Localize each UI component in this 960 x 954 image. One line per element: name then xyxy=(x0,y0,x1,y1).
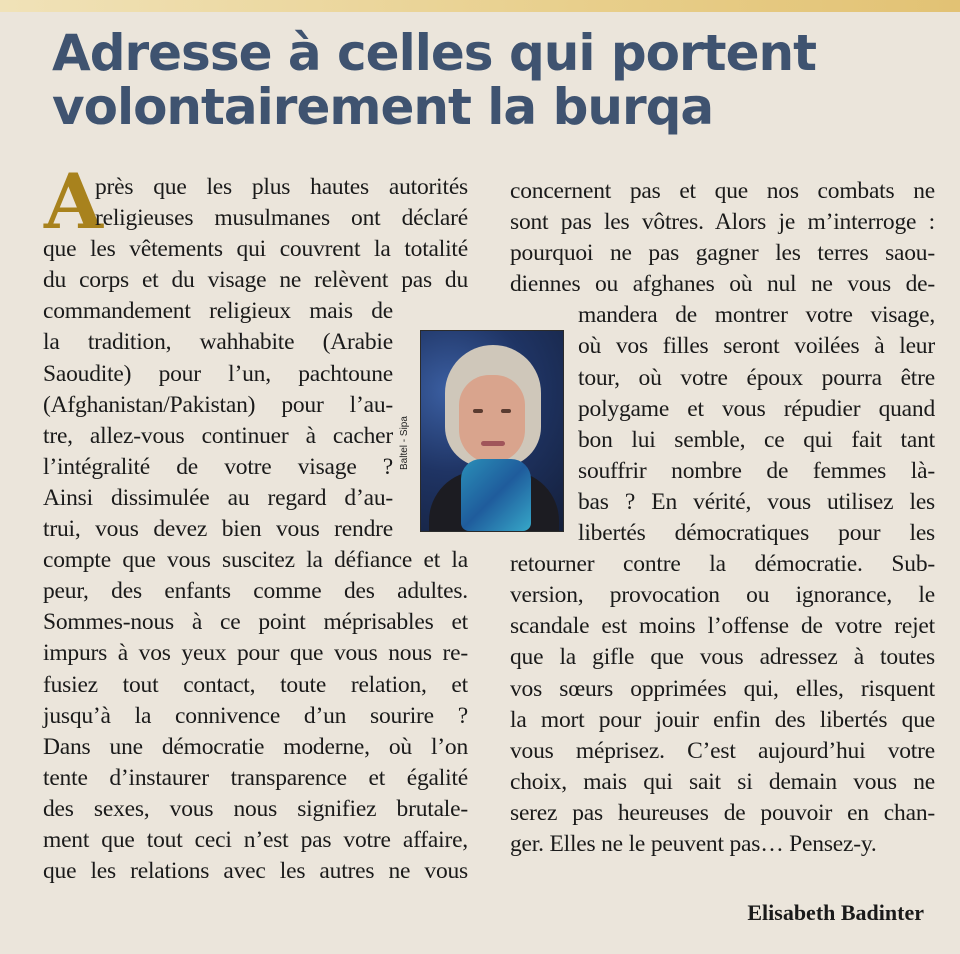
photo-credit: Baltel - Sipa xyxy=(399,416,410,470)
text-line: scandale est moins l’offense de votre rejet xyxy=(510,613,935,640)
text-line: concernent pas et que nos combats ne xyxy=(510,178,935,204)
text-line: trui, vous devez bien vous rendre xyxy=(43,516,393,543)
text-line: polygame et vous répudier quand xyxy=(578,395,935,422)
text-line: commandement religieux mais de xyxy=(43,298,393,325)
text-line: impurs à vos yeux pour que vous nous re- xyxy=(43,640,468,667)
text-line: diennes ou afghanes où nul ne vous de- xyxy=(510,271,935,298)
top-color-strip xyxy=(0,0,960,12)
portrait-mouth xyxy=(481,441,505,446)
right-text-column xyxy=(510,176,935,860)
text-line: Dans une démocratie moderne, où l’on xyxy=(43,733,468,760)
text-line: jusqu’à la connivence d’un sourire ? xyxy=(43,702,468,729)
text-line: près que les plus hautes autorités xyxy=(95,174,468,200)
text-line: souffrir nombre de femmes là- xyxy=(578,457,935,484)
text-line: bas ? En vérité, vous utilisez les xyxy=(578,488,935,515)
text-line: tente d’instaurer transparence et égalité xyxy=(43,764,468,791)
text-line: mandera de montrer votre visage, xyxy=(578,302,935,329)
text-line: la mort pour jouir enfin des libertés que xyxy=(510,706,935,733)
text-line: ment que tout ceci n’est pas votre affaire, xyxy=(43,826,468,853)
text-line: des sexes, vous nous signifiez brutale- xyxy=(43,795,468,822)
headline-line-1: Adresse à celles qui portent xyxy=(52,24,816,82)
text-line: retourner contre la démocratie. Sub- xyxy=(510,551,935,578)
text-line: Sommes-nous à ce point méprisables et xyxy=(43,609,468,636)
text-line: vous méprisez. C’est aujourd’hui votre xyxy=(510,737,935,764)
portrait-eye xyxy=(473,409,483,413)
text-line: que les vêtements qui couvrent la totalité xyxy=(43,236,468,263)
text-line: libertés démocratiques pour les xyxy=(578,520,935,547)
text-line: version, provocation ou ignorance, le xyxy=(510,582,935,609)
text-line: compte que vous suscitez la défiance et la xyxy=(43,547,468,574)
text-line: que la gifle que vous adressez à toutes xyxy=(510,644,935,671)
text-line: l’intégralité de votre visage ? xyxy=(43,453,393,480)
text-line: pourquoi ne pas gagner les terres saou- xyxy=(510,240,935,267)
text-line: peur, des enfants comme des adultes. xyxy=(43,578,468,605)
text-line: tre, allez-vous continuer à cacher xyxy=(43,422,393,449)
text-line: (Afghanistan/Pakistan) pour l’au- xyxy=(43,391,393,418)
text-line: sont pas les vôtres. Alors je m’interroge : xyxy=(510,209,935,236)
headline-line-2: volontairement la burqa xyxy=(52,78,714,136)
text-line: tour, où votre époux pourra être xyxy=(578,364,935,391)
text-line: vos sœurs opprimées qui, elles, risquent xyxy=(510,675,935,702)
text-line: bon lui semble, ce qui fait tant xyxy=(578,426,935,453)
article-headline xyxy=(52,26,912,134)
text-line: que les relations avec les autres ne vous xyxy=(43,858,468,885)
text-line: du corps et du visage ne relèvent pas du xyxy=(43,267,468,294)
text-line: où vos filles seront voilées à leur xyxy=(578,333,935,360)
text-line: la tradition, wahhabite (Arabie xyxy=(43,329,393,356)
text-line: choix, mais qui sait si demain vous ne xyxy=(510,768,935,795)
text-line: Ainsi dissimulée au regard d’au- xyxy=(43,484,393,511)
left-text-column xyxy=(43,172,468,887)
text-line: serez pas heureuses de pouvoir en chan- xyxy=(510,799,935,826)
text-line: ger. Elles ne le peuvent pas… Pensez-y. xyxy=(510,830,877,857)
author-signature: Elisabeth Badinter xyxy=(747,900,924,925)
drop-cap: A xyxy=(44,157,103,246)
text-line: fusiez tout contact, toute relation, et xyxy=(43,671,468,698)
text-line: Saoudite) pour l’un, pachtoune xyxy=(43,360,393,387)
text-line: religieuses musulmanes ont déclaré xyxy=(95,205,468,232)
